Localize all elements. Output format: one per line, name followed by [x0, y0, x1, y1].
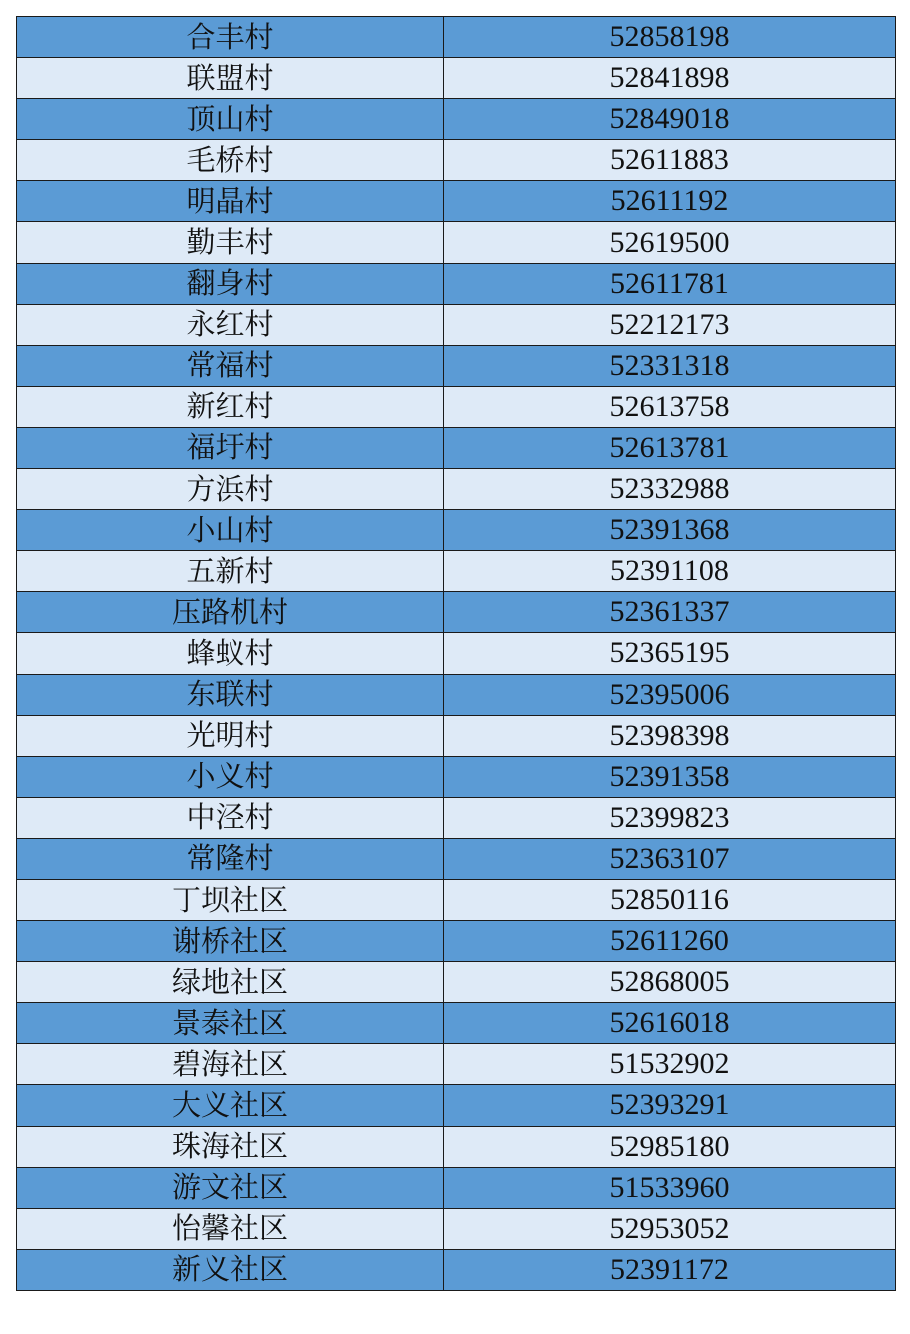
village-name-cell: 中泾村 — [17, 797, 444, 838]
village-name-cell: 景泰社区 — [17, 1003, 444, 1044]
table-row — [17, 1208, 896, 1249]
village-name-cell: 五新村 — [17, 551, 444, 592]
table-row — [17, 756, 896, 797]
village-name-cell: 东联村 — [17, 674, 444, 715]
village-name-cell: 压路机村 — [17, 592, 444, 633]
phone-number-cell: 52619500 — [444, 222, 896, 263]
contact-table-container — [16, 16, 895, 1291]
table-row — [17, 838, 896, 879]
phone-number-cell: 52332988 — [444, 469, 896, 510]
phone-number-cell: 52611192 — [444, 181, 896, 222]
table-row — [17, 17, 896, 58]
village-name-cell: 福圩村 — [17, 427, 444, 468]
table-row — [17, 263, 896, 304]
table-row — [17, 58, 896, 99]
village-name-cell: 丁坝社区 — [17, 879, 444, 920]
phone-number-cell: 52391172 — [444, 1249, 896, 1290]
phone-number-cell: 52365195 — [444, 633, 896, 674]
phone-number-cell: 52391368 — [444, 510, 896, 551]
table-row — [17, 921, 896, 962]
table-row — [17, 962, 896, 1003]
phone-number-cell: 52613758 — [444, 386, 896, 427]
phone-number-cell: 52613781 — [444, 427, 896, 468]
village-name-cell: 翻身村 — [17, 263, 444, 304]
village-name-cell: 珠海社区 — [17, 1126, 444, 1167]
village-name-cell: 碧海社区 — [17, 1044, 444, 1085]
phone-number-cell: 52363107 — [444, 838, 896, 879]
village-name-cell: 新红村 — [17, 386, 444, 427]
table-row — [17, 181, 896, 222]
village-name-cell: 联盟村 — [17, 58, 444, 99]
table-row — [17, 551, 896, 592]
village-name-cell: 小山村 — [17, 510, 444, 551]
phone-number-cell: 52611883 — [444, 140, 896, 181]
table-row — [17, 879, 896, 920]
table-row — [17, 469, 896, 510]
table-row — [17, 140, 896, 181]
table-row — [17, 1167, 896, 1208]
table-row — [17, 386, 896, 427]
table-row — [17, 1044, 896, 1085]
village-name-cell: 蜂蚁村 — [17, 633, 444, 674]
phone-number-cell: 52212173 — [444, 304, 896, 345]
table-row — [17, 592, 896, 633]
village-name-cell: 新义社区 — [17, 1249, 444, 1290]
village-name-cell: 明晶村 — [17, 181, 444, 222]
table-row — [17, 304, 896, 345]
table-row — [17, 99, 896, 140]
phone-number-cell: 52611781 — [444, 263, 896, 304]
table-row — [17, 510, 896, 551]
phone-number-cell: 51533960 — [444, 1167, 896, 1208]
village-name-cell: 小义村 — [17, 756, 444, 797]
table-row — [17, 715, 896, 756]
village-name-cell: 方浜村 — [17, 469, 444, 510]
phone-number-cell: 52395006 — [444, 674, 896, 715]
phone-number-cell: 52331318 — [444, 345, 896, 386]
phone-number-cell: 52398398 — [444, 715, 896, 756]
table-row — [17, 1003, 896, 1044]
village-name-cell: 顶山村 — [17, 99, 444, 140]
phone-number-cell: 52841898 — [444, 58, 896, 99]
village-name-cell: 常隆村 — [17, 838, 444, 879]
village-name-cell: 绿地社区 — [17, 962, 444, 1003]
table-row — [17, 427, 896, 468]
phone-number-cell: 52611260 — [444, 921, 896, 962]
table-row — [17, 674, 896, 715]
village-contact-table — [16, 16, 896, 1291]
village-name-cell: 大义社区 — [17, 1085, 444, 1126]
phone-number-cell: 52953052 — [444, 1208, 896, 1249]
table-row — [17, 633, 896, 674]
table-row — [17, 797, 896, 838]
table-row — [17, 345, 896, 386]
village-name-cell: 合丰村 — [17, 17, 444, 58]
phone-number-cell: 52868005 — [444, 962, 896, 1003]
village-name-cell: 勤丰村 — [17, 222, 444, 263]
phone-number-cell: 52361337 — [444, 592, 896, 633]
phone-number-cell: 52391108 — [444, 551, 896, 592]
village-name-cell: 毛桥村 — [17, 140, 444, 181]
phone-number-cell: 52399823 — [444, 797, 896, 838]
phone-number-cell: 52393291 — [444, 1085, 896, 1126]
phone-number-cell: 52985180 — [444, 1126, 896, 1167]
phone-number-cell: 51532902 — [444, 1044, 896, 1085]
table-row — [17, 1085, 896, 1126]
table-body — [17, 17, 896, 1291]
phone-number-cell: 52616018 — [444, 1003, 896, 1044]
village-name-cell: 光明村 — [17, 715, 444, 756]
phone-number-cell: 52849018 — [444, 99, 896, 140]
phone-number-cell: 52391358 — [444, 756, 896, 797]
village-name-cell: 常福村 — [17, 345, 444, 386]
table-row — [17, 222, 896, 263]
phone-number-cell: 52858198 — [444, 17, 896, 58]
village-name-cell: 游文社区 — [17, 1167, 444, 1208]
table-row — [17, 1126, 896, 1167]
village-name-cell: 谢桥社区 — [17, 921, 444, 962]
village-name-cell: 永红村 — [17, 304, 444, 345]
table-row — [17, 1249, 896, 1290]
village-name-cell: 怡馨社区 — [17, 1208, 444, 1249]
phone-number-cell: 52850116 — [444, 879, 896, 920]
